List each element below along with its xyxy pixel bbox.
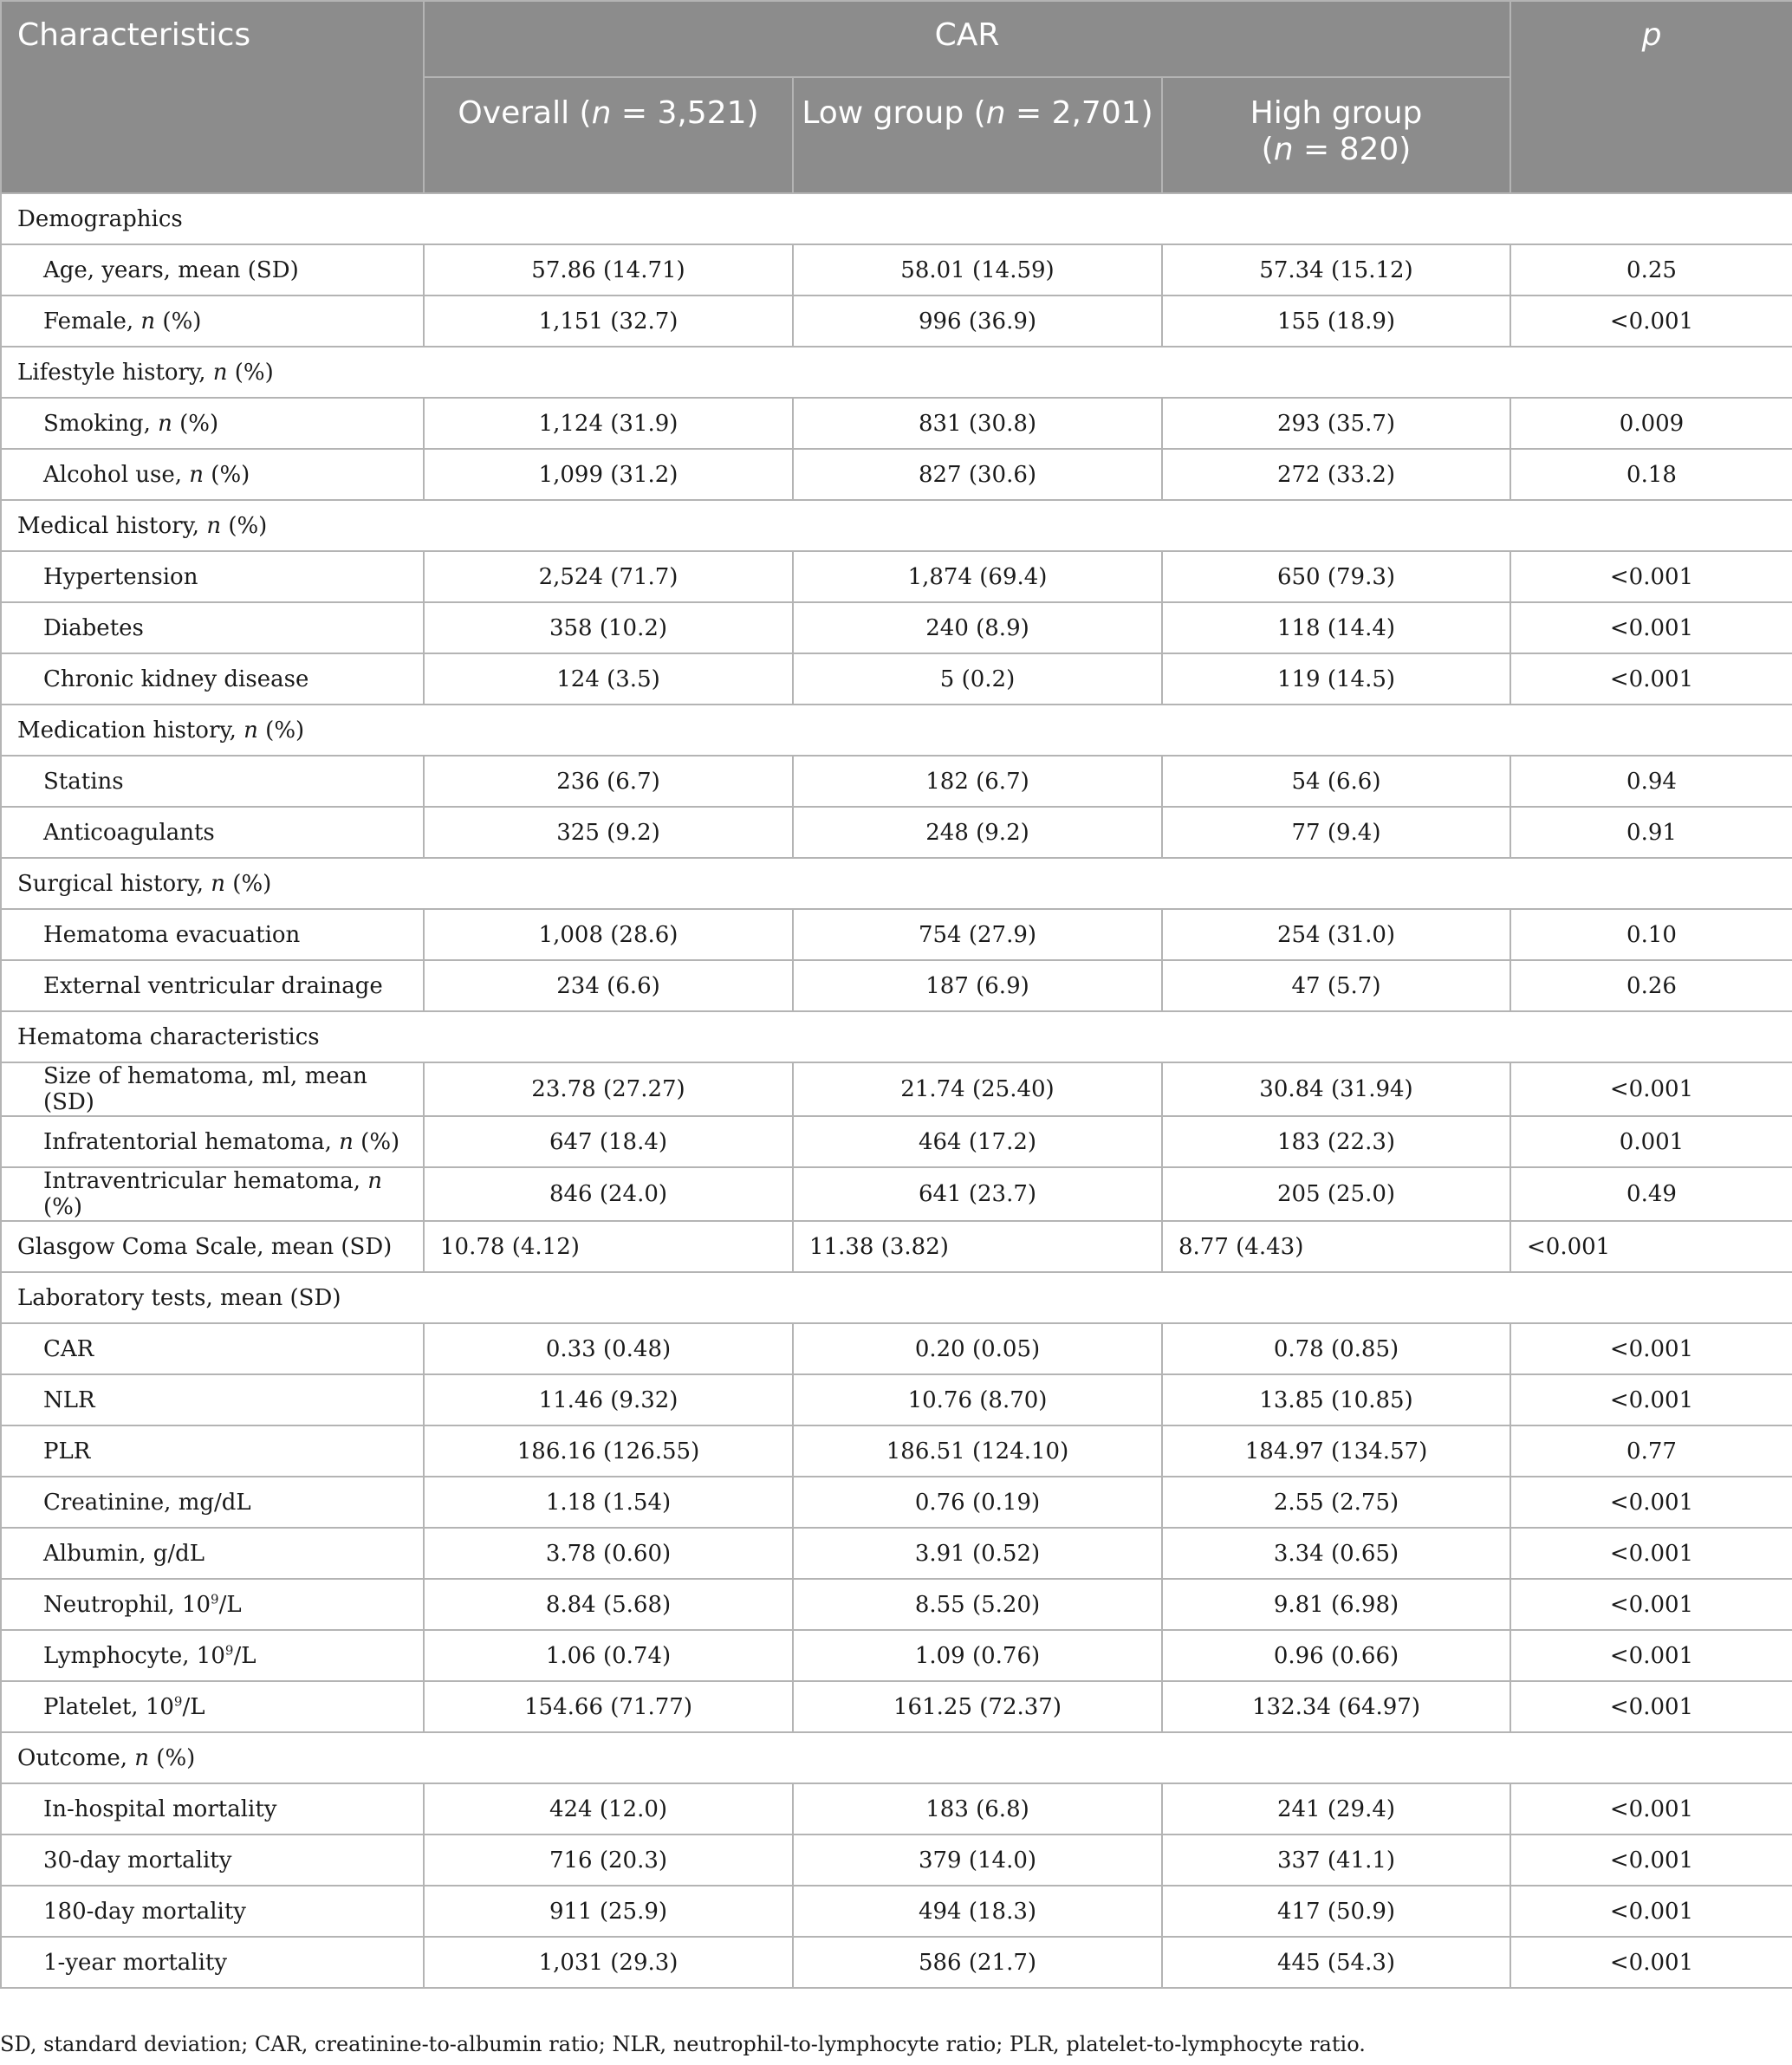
cell-low-group: 0.20 (0.05) <box>793 1323 1162 1374</box>
cell-overall: 1.06 (0.74) <box>424 1630 793 1681</box>
cell-high-group: 9.81 (6.98) <box>1162 1579 1510 1630</box>
cell-p-value: <0.001 <box>1510 653 1792 705</box>
table-row <box>1 1886 1792 1937</box>
cell-high-group: 650 (79.3) <box>1162 551 1510 602</box>
cell-overall: 716 (20.3) <box>424 1834 793 1886</box>
cell-low-group: 464 (17.2) <box>793 1116 1162 1167</box>
cell-p-value: 0.94 <box>1510 756 1792 807</box>
cell-p-value: <0.001 <box>1510 1221 1792 1272</box>
cell-low-group: 5 (0.2) <box>793 653 1162 705</box>
table-row <box>1 449 1792 500</box>
table-row <box>1 244 1792 295</box>
cell-overall: 846 (24.0) <box>424 1167 793 1221</box>
cell-overall: 2,524 (71.7) <box>424 551 793 602</box>
cell-high-group: 57.34 (15.12) <box>1162 244 1510 295</box>
section-label: Outcome, n (%) <box>1 1732 1792 1783</box>
cell-high-group: 119 (14.5) <box>1162 653 1510 705</box>
header-characteristics: Characteristics <box>1 1 424 193</box>
cell-p-value: <0.001 <box>1510 295 1792 347</box>
table-row <box>1 1323 1792 1374</box>
table-row <box>1 398 1792 449</box>
row-label: 30-day mortality <box>1 1834 424 1886</box>
cell-p-value: 0.10 <box>1510 909 1792 960</box>
table-row <box>1 1681 1792 1732</box>
row-label: Albumin, g/dL <box>1 1528 424 1579</box>
table-row <box>1 807 1792 858</box>
cell-overall: 3.78 (0.60) <box>424 1528 793 1579</box>
cell-p-value: 0.009 <box>1510 398 1792 449</box>
cell-low-group: 996 (36.9) <box>793 295 1162 347</box>
cell-overall: 234 (6.6) <box>424 960 793 1011</box>
cell-high-group: 8.77 (4.43) <box>1162 1221 1510 1272</box>
section-row <box>1 500 1792 551</box>
section-row <box>1 1221 1792 1272</box>
cell-low-group: 494 (18.3) <box>793 1886 1162 1937</box>
row-label: Hypertension <box>1 551 424 602</box>
cell-p-value: <0.001 <box>1510 1374 1792 1425</box>
cell-low-group: 586 (21.7) <box>793 1937 1162 1988</box>
cell-overall: 1,151 (32.7) <box>424 295 793 347</box>
cell-low-group: 641 (23.7) <box>793 1167 1162 1221</box>
table-row <box>1 960 1792 1011</box>
cell-overall: 124 (3.5) <box>424 653 793 705</box>
cell-high-group: 155 (18.9) <box>1162 295 1510 347</box>
table-header <box>1 1 1792 193</box>
cell-overall: 1.18 (1.54) <box>424 1477 793 1528</box>
cell-low-group: 8.55 (5.20) <box>793 1579 1162 1630</box>
cell-p-value: <0.001 <box>1510 1681 1792 1732</box>
cell-overall: 11.46 (9.32) <box>424 1374 793 1425</box>
cell-p-value: <0.001 <box>1510 1062 1792 1116</box>
row-label: PLR <box>1 1425 424 1477</box>
cell-overall: 10.78 (4.12) <box>424 1221 793 1272</box>
cell-low-group: 248 (9.2) <box>793 807 1162 858</box>
cell-p-value: <0.001 <box>1510 1937 1792 1988</box>
cell-low-group: 827 (30.6) <box>793 449 1162 500</box>
table-row <box>1 1937 1792 1988</box>
cell-high-group: 241 (29.4) <box>1162 1783 1510 1834</box>
table-row <box>1 1783 1792 1834</box>
row-label: Creatinine, mg/dL <box>1 1477 424 1528</box>
table-row <box>1 1630 1792 1681</box>
cell-high-group: 132.34 (64.97) <box>1162 1681 1510 1732</box>
cell-low-group: 161.25 (72.37) <box>793 1681 1162 1732</box>
header-low-group: Low group (n = 2,701) <box>793 77 1162 193</box>
table-row <box>1 1167 1792 1221</box>
cell-p-value: 0.18 <box>1510 449 1792 500</box>
cell-overall: 647 (18.4) <box>424 1116 793 1167</box>
cell-overall: 424 (12.0) <box>424 1783 793 1834</box>
cell-p-value: <0.001 <box>1510 1886 1792 1937</box>
cell-low-group: 240 (8.9) <box>793 602 1162 653</box>
cell-low-group: 379 (14.0) <box>793 1834 1162 1886</box>
cell-p-value: 0.26 <box>1510 960 1792 1011</box>
cell-high-group: 30.84 (31.94) <box>1162 1062 1510 1116</box>
row-label: Size of hematoma, ml, mean (SD) <box>1 1062 424 1116</box>
cell-low-group: 58.01 (14.59) <box>793 244 1162 295</box>
table-row <box>1 1425 1792 1477</box>
section-row <box>1 1272 1792 1323</box>
cell-high-group: 183 (22.3) <box>1162 1116 1510 1167</box>
cell-p-value: <0.001 <box>1510 1528 1792 1579</box>
section-row <box>1 193 1792 244</box>
cell-overall: 23.78 (27.27) <box>424 1062 793 1116</box>
row-label: Hematoma evacuation <box>1 909 424 960</box>
header-high-group: High group (n = 820) <box>1162 77 1510 193</box>
cell-high-group: 184.97 (134.57) <box>1162 1425 1510 1477</box>
row-label: Infratentorial hematoma, n (%) <box>1 1116 424 1167</box>
cell-low-group: 1.09 (0.76) <box>793 1630 1162 1681</box>
row-label: NLR <box>1 1374 424 1425</box>
section-label: Surgical history, n (%) <box>1 858 1792 909</box>
cell-high-group: 118 (14.4) <box>1162 602 1510 653</box>
row-label: Statins <box>1 756 424 807</box>
header-p-value: p <box>1510 1 1792 193</box>
cell-overall: 57.86 (14.71) <box>424 244 793 295</box>
row-label: Diabetes <box>1 602 424 653</box>
cell-overall: 358 (10.2) <box>424 602 793 653</box>
cell-p-value: <0.001 <box>1510 1834 1792 1886</box>
cell-p-value: <0.001 <box>1510 1630 1792 1681</box>
table-row <box>1 1528 1792 1579</box>
cell-low-group: 183 (6.8) <box>793 1783 1162 1834</box>
row-label: Lymphocyte, $10^9/L$ <box>1 1630 424 1681</box>
table-row <box>1 1374 1792 1425</box>
row-label: Alcohol use, n (%) <box>1 449 424 500</box>
table-row <box>1 1834 1792 1886</box>
cell-p-value: <0.001 <box>1510 551 1792 602</box>
row-label: 1-year mortality <box>1 1937 424 1988</box>
section-label: Lifestyle history, n (%) <box>1 347 1792 398</box>
cell-low-group: 11.38 (3.82) <box>793 1221 1162 1272</box>
table-row <box>1 295 1792 347</box>
cell-high-group: 272 (33.2) <box>1162 449 1510 500</box>
cell-high-group: 205 (25.0) <box>1162 1167 1510 1221</box>
cell-overall: 911 (25.9) <box>424 1886 793 1937</box>
table-footnote: SD, standard deviation; CAR, creatinine-to-albumin ratio; NLR, neutrophil-to-lymphocyte ratio; PLR, platelet-to-lymphocyte ratio. <box>0 2032 1366 2056</box>
cell-overall: 186.16 (126.55) <box>424 1425 793 1477</box>
row-label: 180-day mortality <box>1 1886 424 1937</box>
row-label: Anticoagulants <box>1 807 424 858</box>
row-label: Smoking, n (%) <box>1 398 424 449</box>
row-label: External ventricular drainage <box>1 960 424 1011</box>
cell-high-group: 337 (41.1) <box>1162 1834 1510 1886</box>
section-row <box>1 705 1792 756</box>
table-row <box>1 1062 1792 1116</box>
table-row <box>1 653 1792 705</box>
table-row <box>1 551 1792 602</box>
row-label: Neutrophil, $10^9/L$ <box>1 1579 424 1630</box>
cell-overall: 325 (9.2) <box>424 807 793 858</box>
cell-p-value: 0.25 <box>1510 244 1792 295</box>
cell-overall: 1,124 (31.9) <box>424 398 793 449</box>
cell-p-value: <0.001 <box>1510 602 1792 653</box>
row-label: Age, years, mean (SD) <box>1 244 424 295</box>
cell-p-value: <0.001 <box>1510 1579 1792 1630</box>
cell-high-group: 0.78 (0.85) <box>1162 1323 1510 1374</box>
table-row <box>1 1579 1792 1630</box>
cell-overall: 236 (6.7) <box>424 756 793 807</box>
table-body <box>1 193 1792 1988</box>
table-row <box>1 756 1792 807</box>
cell-high-group: 3.34 (0.65) <box>1162 1528 1510 1579</box>
cell-overall: 1,031 (29.3) <box>424 1937 793 1988</box>
cell-overall: 154.66 (71.77) <box>424 1681 793 1732</box>
cell-low-group: 0.76 (0.19) <box>793 1477 1162 1528</box>
cell-high-group: 293 (35.7) <box>1162 398 1510 449</box>
section-label: Laboratory tests, mean (SD) <box>1 1272 1792 1323</box>
row-label: Female, n (%) <box>1 295 424 347</box>
cell-p-value: <0.001 <box>1510 1323 1792 1374</box>
cell-low-group: 831 (30.8) <box>793 398 1162 449</box>
cell-low-group: 3.91 (0.52) <box>793 1528 1162 1579</box>
cell-high-group: 445 (54.3) <box>1162 1937 1510 1988</box>
header-car-group: CAR <box>424 1 1510 77</box>
cell-p-value: 0.001 <box>1510 1116 1792 1167</box>
section-row <box>1 858 1792 909</box>
section-row <box>1 1011 1792 1062</box>
row-label: In-hospital mortality <box>1 1783 424 1834</box>
section-label: Medical history, n (%) <box>1 500 1792 551</box>
cell-p-value: <0.001 <box>1510 1783 1792 1834</box>
cell-overall: 8.84 (5.68) <box>424 1579 793 1630</box>
table-row <box>1 1477 1792 1528</box>
cell-p-value: 0.77 <box>1510 1425 1792 1477</box>
table-row <box>1 602 1792 653</box>
cell-p-value: 0.91 <box>1510 807 1792 858</box>
section-label: Hematoma characteristics <box>1 1011 1792 1062</box>
cell-high-group: 77 (9.4) <box>1162 807 1510 858</box>
cell-high-group: 2.55 (2.75) <box>1162 1477 1510 1528</box>
cell-overall: 1,099 (31.2) <box>424 449 793 500</box>
cell-low-group: 187 (6.9) <box>793 960 1162 1011</box>
cell-low-group: 10.76 (8.70) <box>793 1374 1162 1425</box>
row-label: Intraventricular hematoma, n (%) <box>1 1167 424 1221</box>
cell-low-group: 21.74 (25.40) <box>793 1062 1162 1116</box>
cell-high-group: 13.85 (10.85) <box>1162 1374 1510 1425</box>
cell-p-value: <0.001 <box>1510 1477 1792 1528</box>
table-row <box>1 909 1792 960</box>
cell-overall: 0.33 (0.48) <box>424 1323 793 1374</box>
cell-high-group: 254 (31.0) <box>1162 909 1510 960</box>
row-label: CAR <box>1 1323 424 1374</box>
cell-low-group: 754 (27.9) <box>793 909 1162 960</box>
row-label: Platelet, $10^9/L$ <box>1 1681 424 1732</box>
cell-p-value: 0.49 <box>1510 1167 1792 1221</box>
cell-low-group: 186.51 (124.10) <box>793 1425 1162 1477</box>
row-label: Chronic kidney disease <box>1 653 424 705</box>
section-label: Demographics <box>1 193 1792 244</box>
section-label: Glasgow Coma Scale, mean (SD) <box>1 1221 424 1272</box>
section-label: Medication history, n (%) <box>1 705 1792 756</box>
header-overall: Overall (n = 3,521) <box>424 77 793 193</box>
cell-high-group: 54 (6.6) <box>1162 756 1510 807</box>
section-row <box>1 1732 1792 1783</box>
cell-high-group: 47 (5.7) <box>1162 960 1510 1011</box>
cell-low-group: 1,874 (69.4) <box>793 551 1162 602</box>
table-row <box>1 1116 1792 1167</box>
section-row <box>1 347 1792 398</box>
cell-high-group: 0.96 (0.66) <box>1162 1630 1510 1681</box>
cell-low-group: 182 (6.7) <box>793 756 1162 807</box>
cell-overall: 1,008 (28.6) <box>424 909 793 960</box>
cell-high-group: 417 (50.9) <box>1162 1886 1510 1937</box>
